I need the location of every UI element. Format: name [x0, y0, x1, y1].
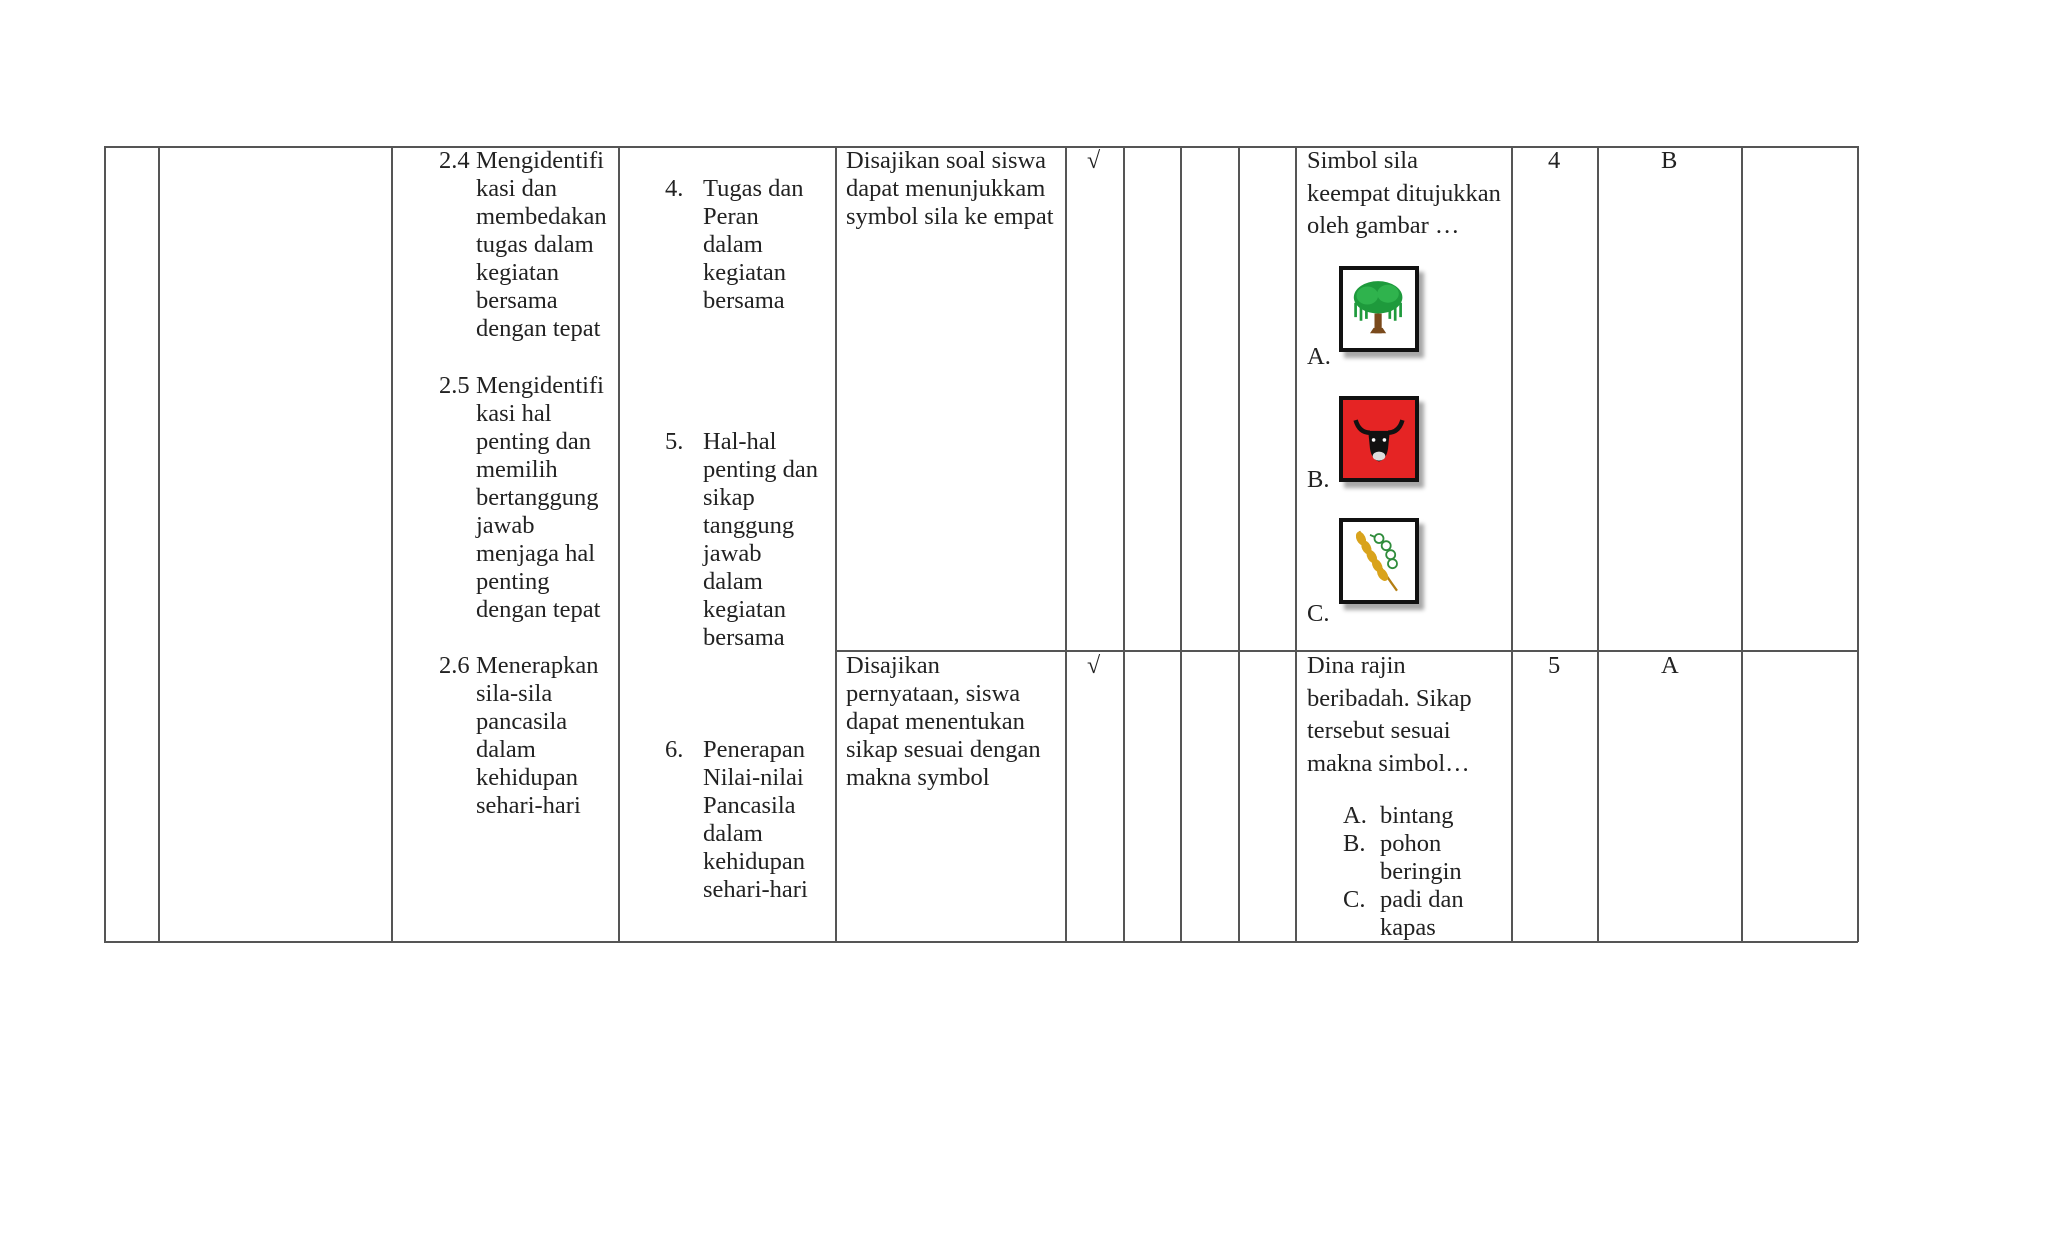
competency-number: 2.5 [439, 372, 470, 399]
bull-head-icon [1339, 396, 1419, 482]
col-line [1295, 146, 1297, 942]
option-letter: C. [1307, 600, 1330, 627]
col-line [1238, 146, 1240, 942]
competency-text: Mengidentifi kasi hal penting dan memilih bertanggung jawab menjaga hal penting dengan tepat [476, 372, 604, 623]
banyan-tree-icon [1339, 266, 1419, 352]
col-line [104, 146, 106, 942]
material-text: Hal-hal penting dan sikap tanggung jawab dalam kegiatan bersama [703, 428, 818, 651]
col-line [1597, 146, 1599, 942]
material-number: 6. [665, 736, 684, 763]
option-text: padi dan kapas [1380, 886, 1464, 941]
material-text: Tugas dan Peran dalam kegiatan bersama [703, 175, 804, 314]
material-number: 4. [665, 175, 684, 202]
competency-text: Menerapkan sila-sila pancasila dalam kehidupan sehari-hari [476, 652, 599, 819]
table-border-bottom [104, 941, 1858, 943]
check-mark: √ [1087, 148, 1101, 174]
col-line [1123, 146, 1125, 942]
question-number: 5 [1548, 652, 1561, 679]
table-border-right [1857, 146, 1859, 942]
option-text: bintang [1380, 802, 1454, 829]
question-text: Simbol sila keempat ditujukkan oleh gambar … [1307, 147, 1501, 239]
material-number: 5. [665, 428, 684, 455]
answer-key: A [1661, 652, 1679, 679]
col-line [618, 146, 620, 942]
question-number: 4 [1548, 147, 1561, 174]
option-text: pohon beringin [1380, 830, 1462, 885]
competency-text: Mengidentifi kasi dan membedakan tugas dalam kegiatan bersama dengan tepat [476, 147, 607, 342]
question-text: Dina rajin beribadah. Sikap tersebut sesuai makna simbol… [1307, 652, 1472, 777]
col-line [1180, 146, 1182, 942]
col-line [1065, 146, 1067, 942]
indicator-text: Disajikan soal siswa dapat menunjukkam symbol sila ke empat [846, 147, 1054, 230]
material-text: Penerapan Nilai-nilai Pancasila dalam kehidupan sehari-hari [703, 736, 808, 903]
competency-number: 2.6 [439, 652, 470, 679]
col-line [835, 146, 837, 942]
col-line [1741, 146, 1743, 942]
answer-key: B [1661, 147, 1678, 174]
option-letter: A. [1307, 343, 1331, 370]
rice-cotton-icon [1339, 518, 1419, 604]
option-letter: C. [1343, 886, 1366, 913]
check-mark: √ [1087, 653, 1101, 679]
option-letter: B. [1343, 830, 1366, 857]
indicator-text: Disajikan pernyataan, siswa dapat menentukan sikap sesuai dengan makna symbol [846, 652, 1041, 791]
option-letter: A. [1343, 802, 1367, 829]
competency-number: 2.4 [439, 147, 470, 174]
col-line [391, 146, 393, 942]
col-line [158, 146, 160, 942]
col-line [1511, 146, 1513, 942]
option-letter: B. [1307, 466, 1330, 493]
